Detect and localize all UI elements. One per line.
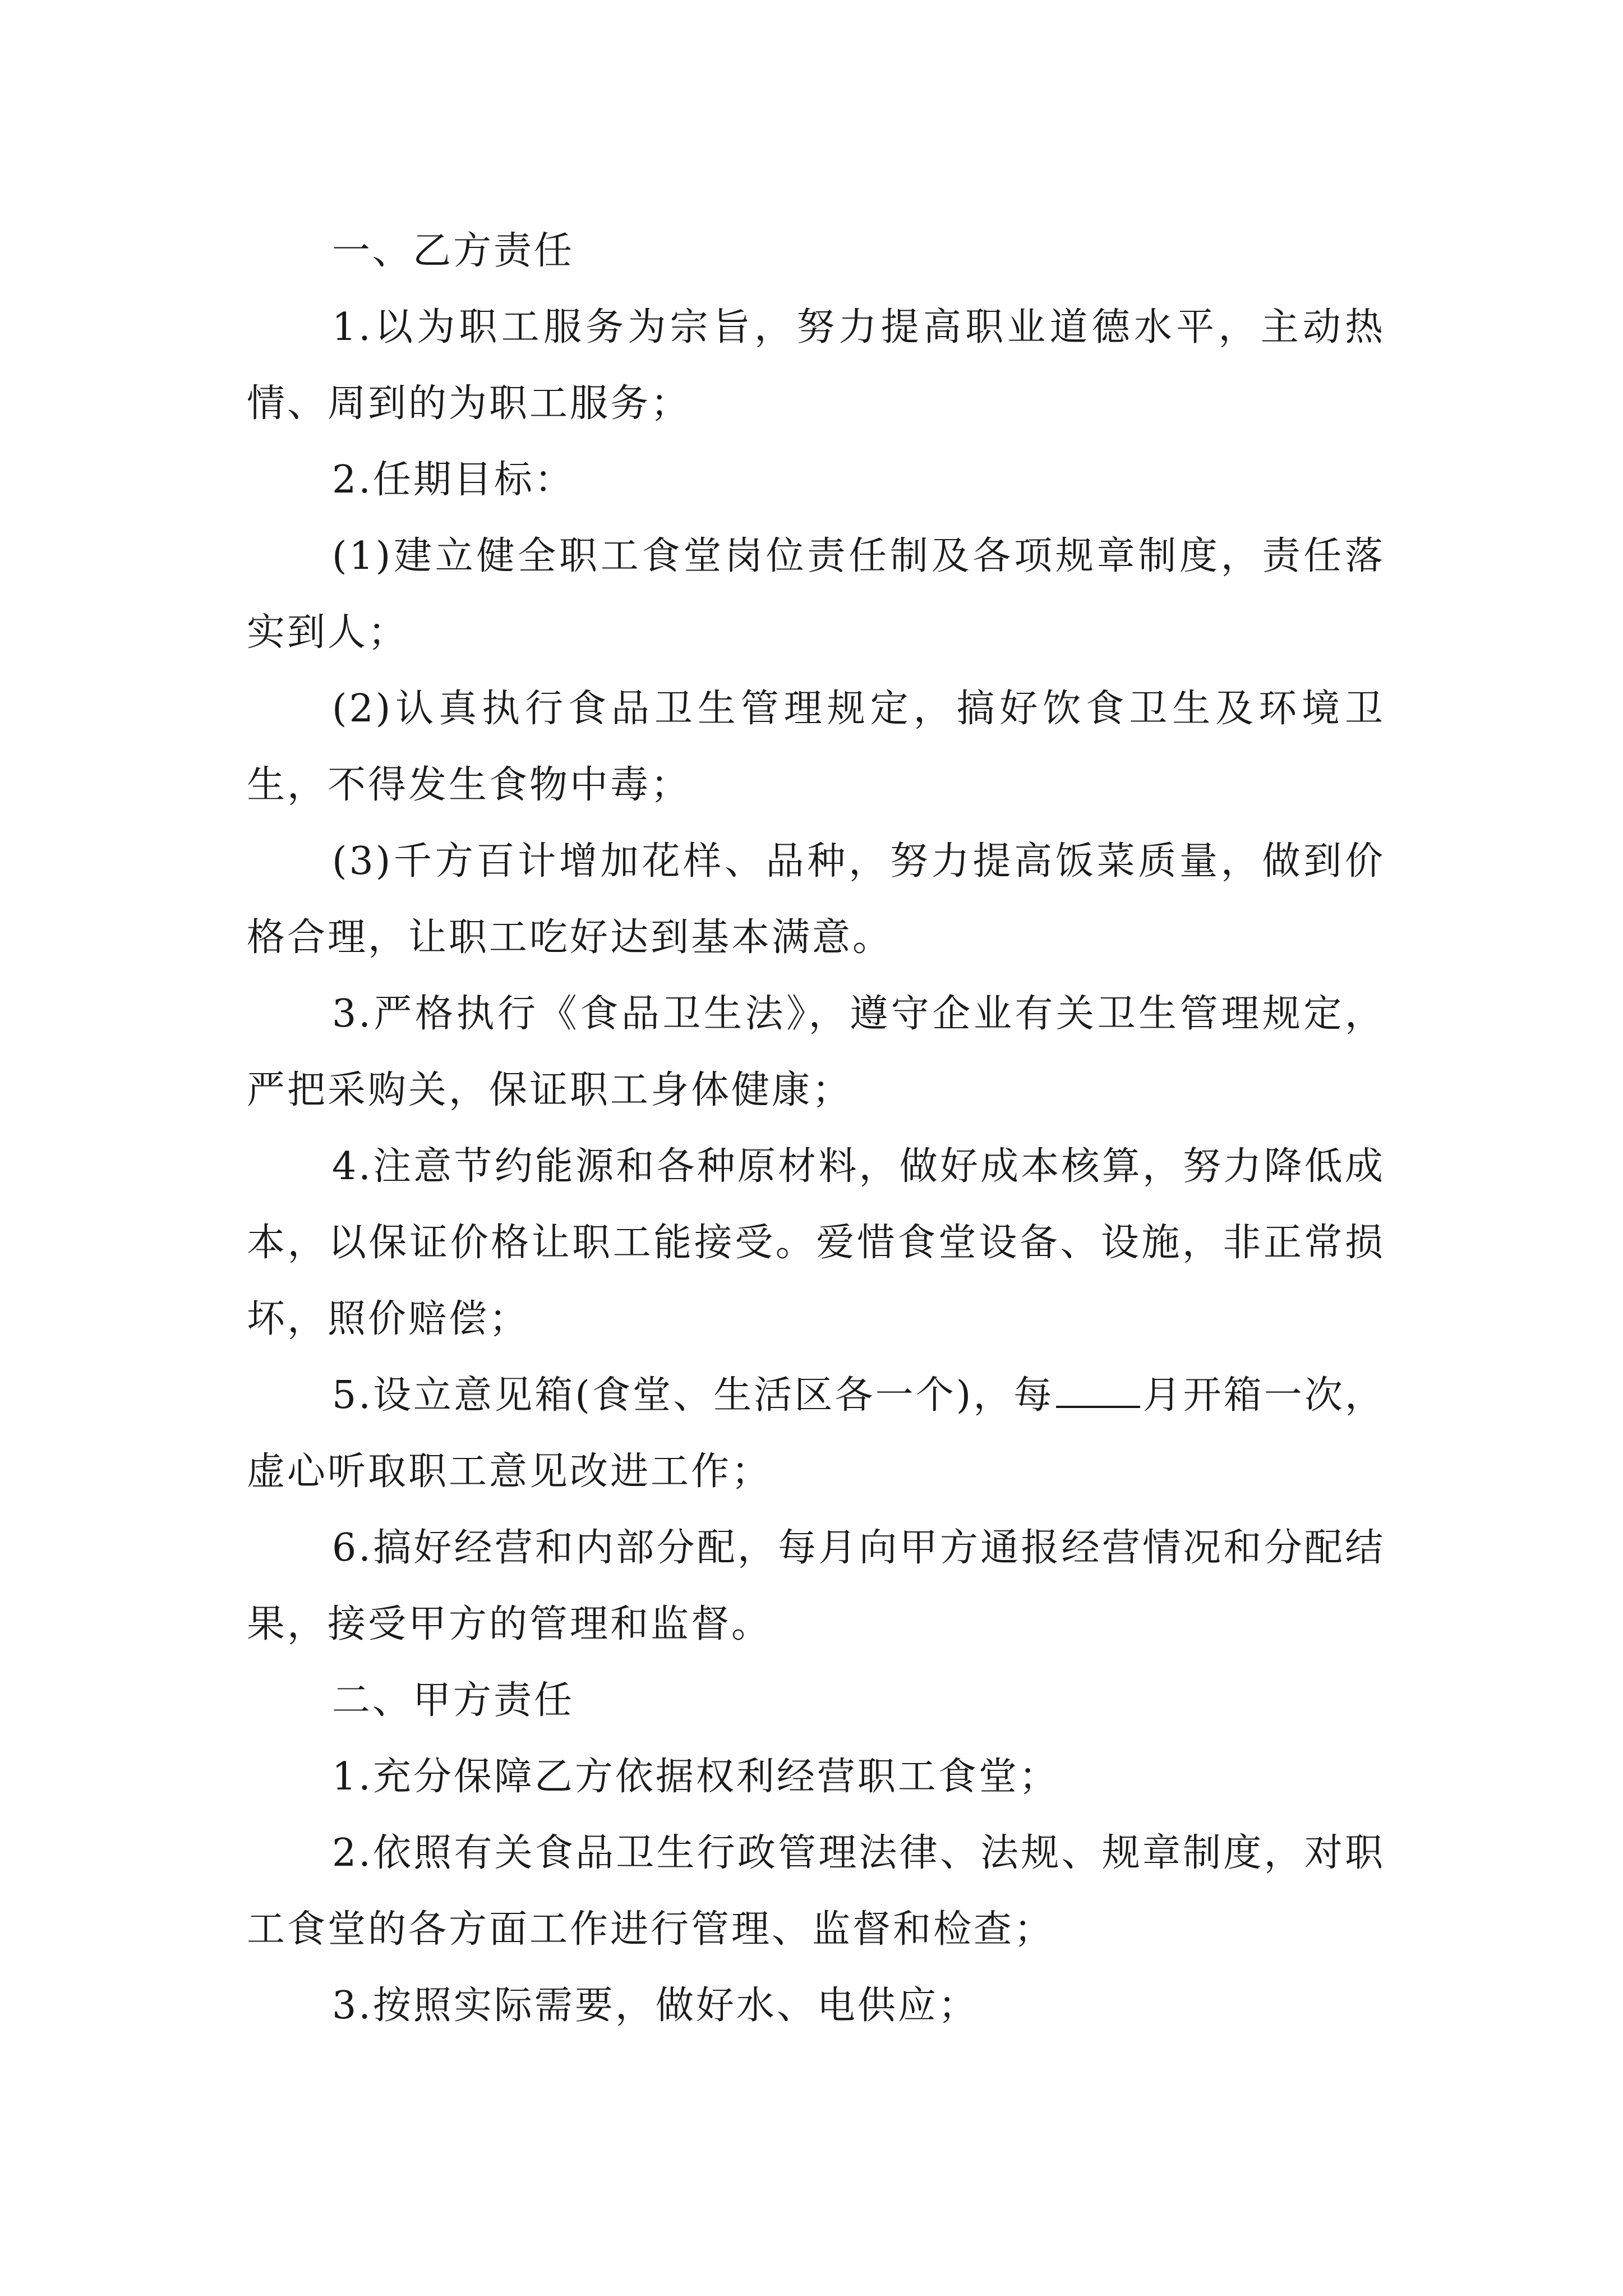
document-body: [247, 213, 1385, 2044]
party-b-item-2: 2.任期目标：: [332, 458, 575, 502]
party-b-item-5-text-before: 5.设立意见箱(食堂、生活区各一个)，每: [332, 1373, 1054, 1418]
party-b-item-4: 4.注意节约能源和各种原材料，做好成本核算，努力降低成本，以保证价格让职工能接受。爱惜食堂设备、设施，非正常损坏，照价赔偿；: [247, 1144, 1385, 1341]
party-b-item-5: [247, 1358, 1385, 1510]
party-b-item-5-text-after: 月开箱一次，虚心听取职工意见改进工作；: [247, 1373, 1385, 1494]
party-a-item-2: 2.依照有关食品卫生行政管理法律、法规、规章制度，对职工食堂的各方面工作进行管理、监督和检查；: [247, 1831, 1385, 1952]
party-b-item-1: 1.以为职工服务为宗旨，努力提高职业道德水平，主动热情、周到的为职工服务；: [247, 305, 1385, 426]
party-b-item-2-sub-1: (1)建立健全职工食堂岗位责任制及各项规章制度，责任落实到人；: [247, 534, 1385, 655]
party-b-item-6: 6.搞好经营和内部分配，每月向甲方通报经营情况和分配结果，接受甲方的管理和监督。: [247, 1526, 1385, 1646]
section-heading-party-b: 一、乙方责任: [332, 229, 575, 273]
party-a-item-1: 1.充分保障乙方依据权利经营职工食堂；: [332, 1755, 1059, 1799]
party-b-item-3: 3.严格执行《食品卫生法》，遵守企业有关卫生管理规定，严把采购关，保证职工身体健康；: [247, 992, 1385, 1112]
party-b-item-2-sub-2: (2)认真执行食品卫生管理规定，搞好饮食卫生及环境卫生，不得发生食物中毒；: [247, 687, 1385, 807]
fill-in-blank: [1056, 1372, 1140, 1408]
section-heading-party-a: 二、甲方责任: [332, 1678, 575, 1723]
party-a-item-3: 3.按照实际需要，做好水、电供应；: [332, 1984, 979, 2028]
party-b-item-2-sub-3: (3)千方百计增加花样、品种，努力提高饭菜质量，做到价格合理，让职工吃好达到基本满意。: [247, 839, 1385, 960]
